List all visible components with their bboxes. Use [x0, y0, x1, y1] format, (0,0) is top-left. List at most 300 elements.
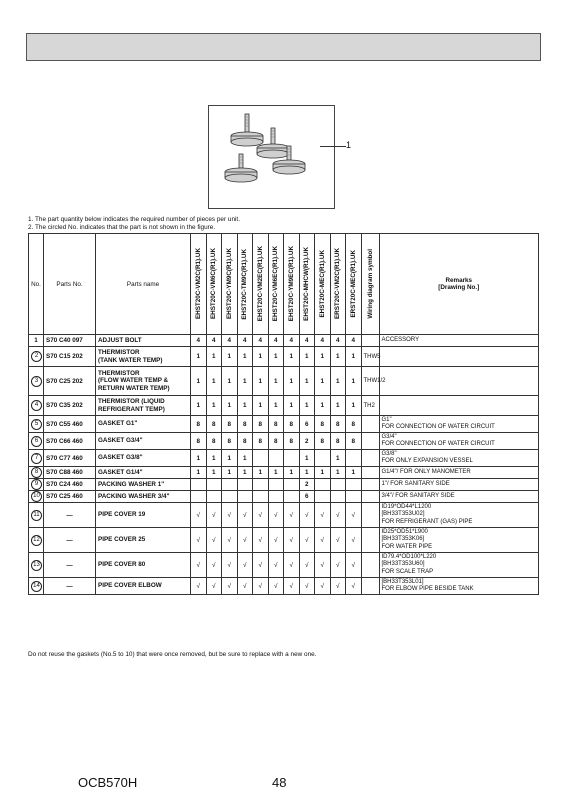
parts-number: S70 C88 460 — [44, 467, 96, 479]
quantity-cell: √ — [346, 528, 362, 553]
parts-name — [96, 479, 191, 491]
quantity-cell — [268, 479, 284, 491]
quantity-cell: √ — [330, 528, 346, 553]
parts-number: — — [44, 553, 96, 578]
parts-name — [96, 416, 191, 433]
quantity-cell: √ — [315, 553, 331, 578]
quantity-cell: 4 — [315, 335, 331, 347]
parts-name-line: PIPE COVER 19 — [98, 511, 146, 519]
header-model: ERST20C-MEC(R1).UK — [346, 234, 362, 335]
quantity-cell: √ — [222, 503, 238, 528]
quantity-cell: √ — [222, 578, 238, 595]
row-number — [29, 450, 44, 467]
quantity-cell: √ — [237, 503, 253, 528]
circled-number: 10 — [31, 491, 42, 502]
table-row — [29, 578, 539, 595]
remarks — [379, 450, 539, 467]
adjust-bolt-figure — [208, 105, 335, 209]
quantity-cell — [284, 450, 300, 467]
table-row — [29, 347, 539, 367]
quantity-cell: 1 — [299, 367, 315, 396]
quantity-cell — [268, 450, 284, 467]
circled-number: 6 — [31, 436, 42, 447]
quantity-cell — [206, 491, 222, 503]
parts-name — [96, 367, 191, 396]
quantity-cell: √ — [315, 503, 331, 528]
wiring-symbol: TH2 — [361, 396, 379, 416]
remarks — [379, 479, 539, 491]
header-model: EHST20C-VM6C(R1).UK — [206, 234, 222, 335]
quantity-cell: 1 — [253, 396, 269, 416]
parts-name-line: GASKET G3/8" — [98, 454, 143, 462]
quantity-cell: 1 — [315, 367, 331, 396]
row-number — [29, 479, 44, 491]
table-row — [29, 450, 539, 467]
quantity-cell: 1 — [191, 450, 207, 467]
quantity-cell: 8 — [284, 433, 300, 450]
quantity-cell: 1 — [237, 367, 253, 396]
quantity-cell — [284, 479, 300, 491]
quantity-cell: √ — [299, 553, 315, 578]
remarks — [379, 335, 539, 347]
quantity-cell: 8 — [315, 433, 331, 450]
quantity-cell: 1 — [206, 347, 222, 367]
circled-number: 11 — [31, 510, 42, 521]
circled-number: 12 — [31, 535, 42, 546]
quantity-cell: √ — [284, 553, 300, 578]
parts-name-line: GASKET G3/4" — [98, 437, 143, 445]
parts-number: S70 C55 460 — [44, 416, 96, 433]
parts-number: S70 C15 202 — [44, 347, 96, 367]
quantity-cell: 6 — [299, 416, 315, 433]
quantity-cell: 8 — [253, 416, 269, 433]
table-row — [29, 467, 539, 479]
quantity-cell: 8 — [346, 416, 362, 433]
quantity-cell: √ — [268, 528, 284, 553]
quantity-cell — [191, 491, 207, 503]
quantity-cell: √ — [191, 578, 207, 595]
parts-name — [96, 491, 191, 503]
quantity-cell: 4 — [284, 335, 300, 347]
remarks-line: ID79.4*OD100*L220 — [381, 554, 437, 561]
quantity-cell: √ — [330, 503, 346, 528]
quantity-cell: 1 — [299, 396, 315, 416]
wiring-symbol: THW5 — [361, 347, 379, 367]
table-row — [29, 528, 539, 553]
quantity-cell: 4 — [299, 335, 315, 347]
row-number — [29, 416, 44, 433]
quantity-cell: √ — [315, 528, 331, 553]
quantity-cell: √ — [346, 553, 362, 578]
quantity-cell: 2 — [299, 433, 315, 450]
parts-number: S70 C25 460 — [44, 491, 96, 503]
quantity-cell: 4 — [330, 335, 346, 347]
quantity-cell: 4 — [253, 335, 269, 347]
quantity-cell: 1 — [346, 367, 362, 396]
parts-name-line: PACKING WASHER 3/4" — [98, 492, 170, 500]
parts-name — [96, 467, 191, 479]
quantity-cell: 1 — [206, 467, 222, 479]
parts-name — [96, 578, 191, 595]
quantity-cell: 4 — [191, 335, 207, 347]
header-no: No. — [29, 234, 44, 335]
row-number — [29, 491, 44, 503]
quantity-cell — [222, 491, 238, 503]
circled-number: 3 — [31, 376, 42, 387]
remarks-line: FOR ONLY EXPANSION VESSEL — [381, 458, 473, 464]
quantity-cell: 8 — [191, 416, 207, 433]
quantity-cell: 1 — [222, 450, 238, 467]
header-parts-name: Parts name — [96, 234, 191, 335]
quantity-cell: 1 — [299, 347, 315, 367]
quantity-cell — [253, 479, 269, 491]
parts-name-line: ADJUST BOLT — [98, 336, 142, 344]
row-number — [29, 347, 44, 367]
quantity-cell: 1 — [268, 367, 284, 396]
quantity-cell: 8 — [253, 433, 269, 450]
header-model: EHST20C-VM6EC(R1).UK — [268, 234, 284, 335]
table-row — [29, 433, 539, 450]
quantity-cell: √ — [191, 528, 207, 553]
quantity-cell: 1 — [268, 396, 284, 416]
remarks-line: [BH33T353U02] — [381, 511, 425, 518]
quantity-cell: √ — [268, 553, 284, 578]
table-row — [29, 479, 539, 491]
quantity-cell — [191, 479, 207, 491]
quantity-cell — [330, 479, 346, 491]
quantity-cell — [346, 479, 362, 491]
parts-name-line: (TANK WATER TEMP) — [98, 356, 163, 364]
parts-name-line: PIPE COVER 25 — [98, 536, 146, 544]
parts-name-line: PIPE COVER ELBOW — [98, 582, 162, 590]
table-row — [29, 396, 539, 416]
wiring-symbol — [361, 491, 379, 503]
circled-number: 2 — [31, 351, 42, 362]
quantity-cell: 1 — [206, 450, 222, 467]
quantity-cell — [237, 491, 253, 503]
row-number — [29, 578, 44, 595]
quantity-cell — [253, 491, 269, 503]
quantity-cell: 1 — [346, 467, 362, 479]
parts-name — [96, 503, 191, 528]
quantity-cell: √ — [222, 528, 238, 553]
quantity-cell: 1 — [284, 396, 300, 416]
quantity-cell: 1 — [299, 467, 315, 479]
parts-name-line: (FLOW WATER TEMP & — [98, 377, 169, 385]
quantity-cell: √ — [237, 578, 253, 595]
quantity-cell: 1 — [330, 467, 346, 479]
table-row — [29, 503, 539, 528]
quantity-cell: 4 — [346, 335, 362, 347]
header-parts-no: Parts No. — [44, 234, 96, 335]
table-row — [29, 335, 539, 347]
quantity-cell: √ — [299, 578, 315, 595]
remarks-line: [BH33T353L01] — [381, 578, 424, 585]
parts-number: S70 C77 460 — [44, 450, 96, 467]
remarks — [379, 416, 539, 433]
wiring-symbol — [361, 450, 379, 467]
remarks-line: FOR CONNECTION OF WATER CIRCUIT — [381, 441, 495, 447]
wiring-symbol — [361, 416, 379, 433]
parts-name — [96, 347, 191, 367]
parts-name-line: REFRIGERANT TEMP) — [98, 405, 165, 413]
quantity-cell: 1 — [330, 396, 346, 416]
quantity-cell: √ — [206, 578, 222, 595]
remarks-line: G1" — [381, 416, 392, 423]
quantity-cell — [315, 491, 331, 503]
remarks-line: 3/4"/ FOR SANITARY SIDE — [381, 492, 455, 499]
quantity-cell: √ — [253, 578, 269, 595]
quantity-cell: √ — [191, 503, 207, 528]
parts-name — [96, 450, 191, 467]
quantity-cell: 1 — [315, 396, 331, 416]
quantity-cell: 1 — [191, 347, 207, 367]
remarks-line: FOR REFRIGERANT (GAS) PIPE — [381, 518, 473, 525]
quantity-cell: 1 — [330, 347, 346, 367]
quantity-cell: 8 — [237, 416, 253, 433]
quantity-cell: 8 — [206, 416, 222, 433]
quantity-cell: 1 — [284, 467, 300, 479]
quantity-cell: √ — [206, 503, 222, 528]
quantity-cell: 1 — [191, 367, 207, 396]
remarks — [379, 528, 539, 553]
parts-number: S70 C40 097 — [44, 335, 96, 347]
quantity-cell: √ — [330, 578, 346, 595]
notes — [28, 216, 240, 232]
adjust-bolt-illustration — [209, 106, 334, 208]
quantity-cell — [346, 491, 362, 503]
parts-name-line: GASKET G1/4" — [98, 468, 143, 476]
quantity-cell: 8 — [206, 433, 222, 450]
quantity-cell: √ — [346, 503, 362, 528]
quantity-cell — [315, 479, 331, 491]
wiring-symbol — [361, 578, 379, 595]
parts-name — [96, 396, 191, 416]
header-model: EHST20C-VM2C(R1).UK — [191, 234, 207, 335]
quantity-cell: 6 — [299, 491, 315, 503]
header-model: EHST20C-VM2EC(R1).UK — [253, 234, 269, 335]
row-number — [29, 553, 44, 578]
quantity-cell: 8 — [315, 416, 331, 433]
parts-name — [96, 335, 191, 347]
row-number: 1 — [29, 335, 44, 347]
quantity-cell: √ — [284, 528, 300, 553]
note-1: 1. The part quantity below indicates the required number of pieces per unit. — [28, 216, 240, 223]
wiring-symbol — [361, 528, 379, 553]
quantity-cell: 1 — [253, 467, 269, 479]
parts-name-line: THERMISTOR (LIQUID — [98, 398, 165, 405]
quantity-cell: √ — [206, 528, 222, 553]
quantity-cell: 1 — [299, 450, 315, 467]
quantity-cell: 1 — [330, 367, 346, 396]
remarks — [379, 347, 539, 367]
remarks-line: [BH33T353U60] — [381, 561, 425, 568]
quantity-cell: √ — [253, 553, 269, 578]
table-row — [29, 553, 539, 578]
quantity-cell: √ — [330, 553, 346, 578]
table-header-row — [29, 234, 539, 335]
row-number — [29, 367, 44, 396]
wiring-symbol: THW1/2 — [361, 367, 379, 396]
parts-number: — — [44, 503, 96, 528]
row-number — [29, 467, 44, 479]
header-model: EHST20C-TM9C(R1).UK — [237, 234, 253, 335]
quantity-cell: 1 — [346, 396, 362, 416]
quantity-cell — [206, 479, 222, 491]
quantity-cell: √ — [206, 553, 222, 578]
row-number — [29, 396, 44, 416]
remarks — [379, 578, 539, 595]
quantity-cell: 1 — [315, 467, 331, 479]
circled-number: 5 — [31, 419, 42, 430]
quantity-cell: 4 — [222, 335, 238, 347]
remarks-line: [BH33T353K06] — [381, 536, 425, 543]
remarks — [379, 433, 539, 450]
quantity-cell: 1 — [191, 467, 207, 479]
remarks — [379, 467, 539, 479]
header-remarks: Remarks [Drawing No.] — [379, 234, 539, 335]
quantity-cell: 8 — [330, 416, 346, 433]
parts-name-line: PACKING WASHER 1" — [98, 480, 165, 488]
header-model: EHST20C-YM9EC(R1).UK — [284, 234, 300, 335]
quantity-cell: 8 — [191, 433, 207, 450]
remarks-line: G1/4"/ FOR ONLY MANOMETER — [381, 468, 471, 475]
parts-number: S70 C66 460 — [44, 433, 96, 450]
parts-name-line: THERMISTOR — [98, 349, 140, 356]
quantity-cell: 8 — [330, 433, 346, 450]
quantity-cell: √ — [253, 528, 269, 553]
page-number: 48 — [272, 775, 287, 790]
table-row — [29, 367, 539, 396]
quantity-cell: 2 — [299, 479, 315, 491]
callout-number: 1 — [346, 140, 352, 150]
table-row — [29, 491, 539, 503]
quantity-cell: 1 — [222, 367, 238, 396]
header-model: EHST20C-MEC(R1).UK — [315, 234, 331, 335]
parts-number: — — [44, 528, 96, 553]
quantity-cell: 8 — [222, 416, 238, 433]
parts-name — [96, 553, 191, 578]
quantity-cell: 1 — [237, 347, 253, 367]
quantity-cell: √ — [191, 553, 207, 578]
parts-number: S70 C25 202 — [44, 367, 96, 396]
remarks — [379, 503, 539, 528]
header-model: EHST20C-MHCW(R1).UK — [299, 234, 315, 335]
parts-number: S70 C24 460 — [44, 479, 96, 491]
quantity-cell: √ — [315, 578, 331, 595]
remarks-line: G3/8" — [381, 450, 397, 457]
quantity-cell — [315, 450, 331, 467]
callout-line — [320, 146, 346, 147]
quantity-cell: 8 — [346, 433, 362, 450]
parts-name-line: THERMISTOR — [98, 369, 140, 377]
remarks-line: ACCESSORY — [381, 336, 420, 343]
note-2: 2. The circled No. indicates that the part is not shown in the figure. — [28, 224, 216, 231]
parts-table — [28, 233, 539, 595]
row-number — [29, 528, 44, 553]
quantity-cell: 4 — [237, 335, 253, 347]
quantity-cell — [284, 491, 300, 503]
parts-name — [96, 433, 191, 450]
quantity-cell: √ — [284, 578, 300, 595]
wiring-symbol — [361, 503, 379, 528]
parts-name-line: RETURN WATER TEMP) — [98, 384, 170, 392]
wiring-symbol — [361, 553, 379, 578]
quantity-cell: 1 — [191, 396, 207, 416]
remarks-line: FOR SCALE TRAP — [381, 568, 434, 575]
quantity-cell: 1 — [237, 467, 253, 479]
wiring-symbol — [361, 433, 379, 450]
quantity-cell: √ — [299, 503, 315, 528]
row-number — [29, 503, 44, 528]
quantity-cell: √ — [237, 528, 253, 553]
parts-name — [96, 528, 191, 553]
remarks-line: FOR WATER PIPE — [381, 543, 433, 550]
quantity-cell: √ — [299, 528, 315, 553]
wiring-symbol — [361, 479, 379, 491]
circled-number: 14 — [31, 581, 42, 592]
circled-number: 9 — [31, 479, 42, 490]
footer-note: Do not reuse the gaskets (No.5 to 10) that were once removed, but be sure to replace with a new one. — [28, 651, 317, 658]
remarks-line: G3/4" — [381, 433, 397, 440]
quantity-cell: 4 — [206, 335, 222, 347]
header-model: EHST20C-YM9C(R1).UK — [222, 234, 238, 335]
quantity-cell — [268, 491, 284, 503]
remarks-line: 1"/ FOR SANITARY SIDE — [381, 480, 450, 487]
quantity-cell: 1 — [284, 367, 300, 396]
circled-number: 4 — [31, 400, 42, 411]
quantity-cell — [330, 491, 346, 503]
quantity-cell — [222, 479, 238, 491]
quantity-cell: 1 — [268, 347, 284, 367]
row-number — [29, 433, 44, 450]
quantity-cell — [253, 450, 269, 467]
quantity-cell: 1 — [222, 467, 238, 479]
quantity-cell: 8 — [268, 433, 284, 450]
quantity-cell — [346, 450, 362, 467]
quantity-cell: 1 — [222, 347, 238, 367]
quantity-cell: 1 — [268, 467, 284, 479]
remarks — [379, 396, 539, 416]
parts-number: — — [44, 578, 96, 595]
quantity-cell: 1 — [206, 396, 222, 416]
quantity-cell: √ — [346, 578, 362, 595]
parts-name-line: GASKET G1" — [98, 420, 138, 428]
quantity-cell: 1 — [253, 367, 269, 396]
quantity-cell: 1 — [253, 347, 269, 367]
wiring-symbol — [361, 467, 379, 479]
quantity-cell: 1 — [237, 396, 253, 416]
quantity-cell: √ — [253, 503, 269, 528]
quantity-cell: 1 — [222, 396, 238, 416]
quantity-cell: 1 — [315, 347, 331, 367]
quantity-cell: 4 — [268, 335, 284, 347]
quantity-cell: 8 — [222, 433, 238, 450]
remarks — [379, 553, 539, 578]
quantity-cell: √ — [268, 578, 284, 595]
page-code: OCB570H — [78, 775, 138, 790]
circled-number: 13 — [31, 560, 42, 571]
quantity-cell: 8 — [237, 433, 253, 450]
quantity-cell: 1 — [237, 450, 253, 467]
quantity-cell: 1 — [346, 347, 362, 367]
remarks — [379, 491, 539, 503]
circled-number: 7 — [31, 453, 42, 464]
quantity-cell: 8 — [284, 416, 300, 433]
table-row — [29, 416, 539, 433]
quantity-cell: √ — [268, 503, 284, 528]
parts-number: S70 C35 202 — [44, 396, 96, 416]
